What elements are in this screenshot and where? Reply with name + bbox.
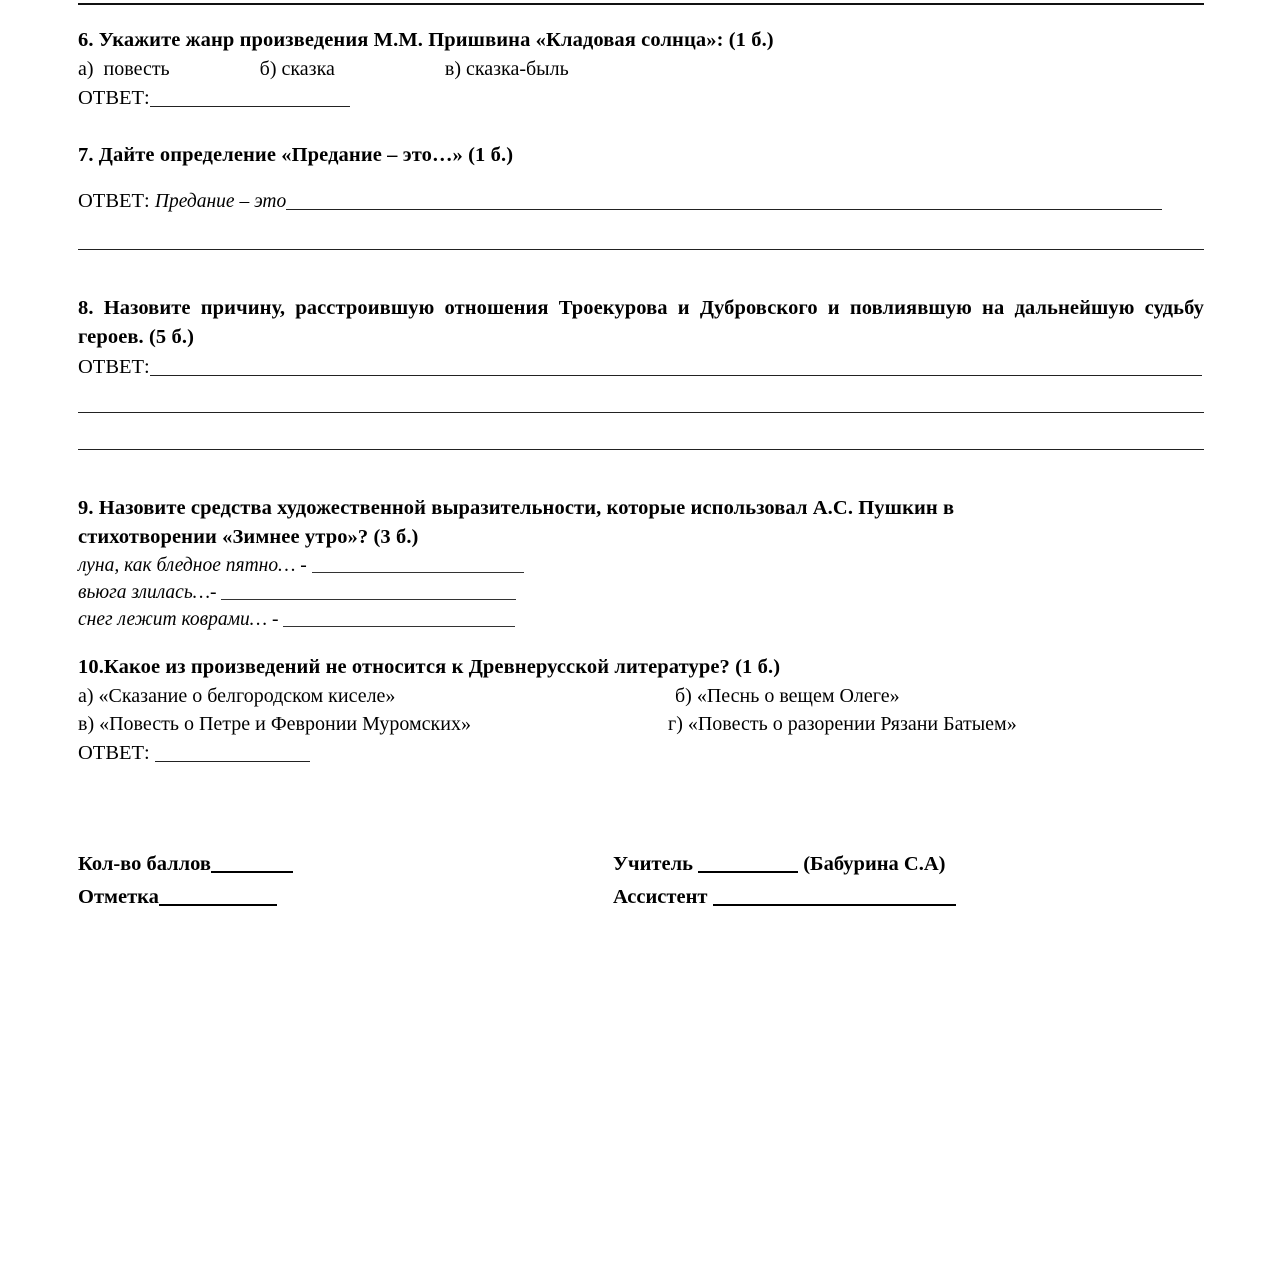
question-9-item-2 <box>78 579 1204 606</box>
footer-assistant-blank[interactable] <box>713 904 956 906</box>
question-9-item-1 <box>78 552 1204 579</box>
question-7-heading: 7. Дайте определение «Предание – это…» (1 б.) <box>78 144 514 166</box>
question-9-item-3-blank[interactable] <box>283 626 515 627</box>
question-10-answer-blank[interactable] <box>155 761 310 762</box>
question-7-answer-row <box>78 186 1204 217</box>
question-10-options-row-2 <box>78 710 1204 738</box>
question-9-item-2-blank[interactable] <box>221 599 516 600</box>
footer-teacher-row <box>613 848 1078 881</box>
footer-mark-label: Отметка <box>78 886 159 908</box>
question-6-heading: 6. Укажите жанр произведения М.М. Пришвина «Кладовая солнца»: (1 б.) <box>78 29 774 51</box>
question-8 <box>78 294 1204 450</box>
footer-grid <box>78 848 1078 914</box>
question-9-item-2-text: вьюга злилась…- <box>78 582 217 603</box>
footer-score-blank[interactable] <box>211 871 293 873</box>
question-9-item-1-text: луна, как бледное пятно… - <box>78 555 307 576</box>
footer-teacher-name: (Бабурина С.А) <box>803 853 946 875</box>
footer-score-label: Кол-во баллов <box>78 853 211 875</box>
question-10-options-row-1 <box>78 682 1204 710</box>
question-7 <box>78 141 1204 250</box>
question-10-option-b[interactable]: б) «Песнь о вещем Олеге» <box>675 685 900 707</box>
footer-teacher-blank[interactable] <box>698 871 798 873</box>
question-6 <box>78 26 1204 113</box>
question-8-heading: 8. Назовите причину, расстроившую отношения Троекурова и Дубровского и повлиявшую на дальнейшую судьбу героев. (5 б.) <box>78 297 1204 348</box>
footer-mark-row <box>78 881 613 914</box>
question-6-answer-blank[interactable] <box>150 106 350 107</box>
question-10-answer-label: ОТВЕТ: <box>78 742 150 764</box>
question-7-answer-prefix: Предание – это <box>154 191 287 212</box>
question-10-option-g[interactable]: г) «Повесть о разорении Рязани Батыем» <box>668 713 1017 735</box>
question-6-answer-row <box>78 83 1204 113</box>
footer-score-row <box>78 848 613 881</box>
question-10-heading: 10.Какое из произведений не относится к Древнерусской литературе? (1 б.) <box>78 656 781 678</box>
worksheet-content <box>78 26 1204 768</box>
footer-assistant-label: Ассистент <box>613 886 708 908</box>
question-10 <box>78 653 1204 768</box>
question-10-answer-row <box>78 738 1204 768</box>
question-7-answer-blank-line-1[interactable] <box>286 209 1162 210</box>
page-top-rule <box>78 3 1204 5</box>
question-6-options[interactable]: а) повесть б) сказка в) сказка-быль <box>78 58 569 80</box>
question-9-item-1-blank[interactable] <box>312 572 524 573</box>
question-9 <box>78 494 1204 633</box>
worksheet-footer <box>78 848 1078 914</box>
question-8-answer-row <box>78 352 1204 382</box>
question-8-answer-label: ОТВЕТ: <box>78 356 150 378</box>
question-10-option-v[interactable]: в) «Повесть о Петре и Февронии Муромских» <box>78 713 471 735</box>
question-6-answer-label: ОТВЕТ: <box>78 87 150 109</box>
question-10-option-a[interactable]: а) «Сказание о белгородском киселе» <box>78 685 396 707</box>
footer-assistant-row <box>613 881 1078 914</box>
question-9-item-3-text: снег лежит коврами… - <box>78 609 279 630</box>
question-9-item-3 <box>78 606 1204 633</box>
question-9-heading: 9. Назовите средства художественной выразительности, которые использовал А.С. Пушкин в стихотворении «Зимнее утро»? (3 б.) <box>78 497 955 548</box>
footer-teacher-label: Учитель <box>613 853 693 875</box>
footer-mark-blank[interactable] <box>159 904 277 906</box>
question-8-answer-blank-line-1[interactable] <box>150 375 1202 376</box>
question-7-answer-label: ОТВЕТ: <box>78 190 150 212</box>
